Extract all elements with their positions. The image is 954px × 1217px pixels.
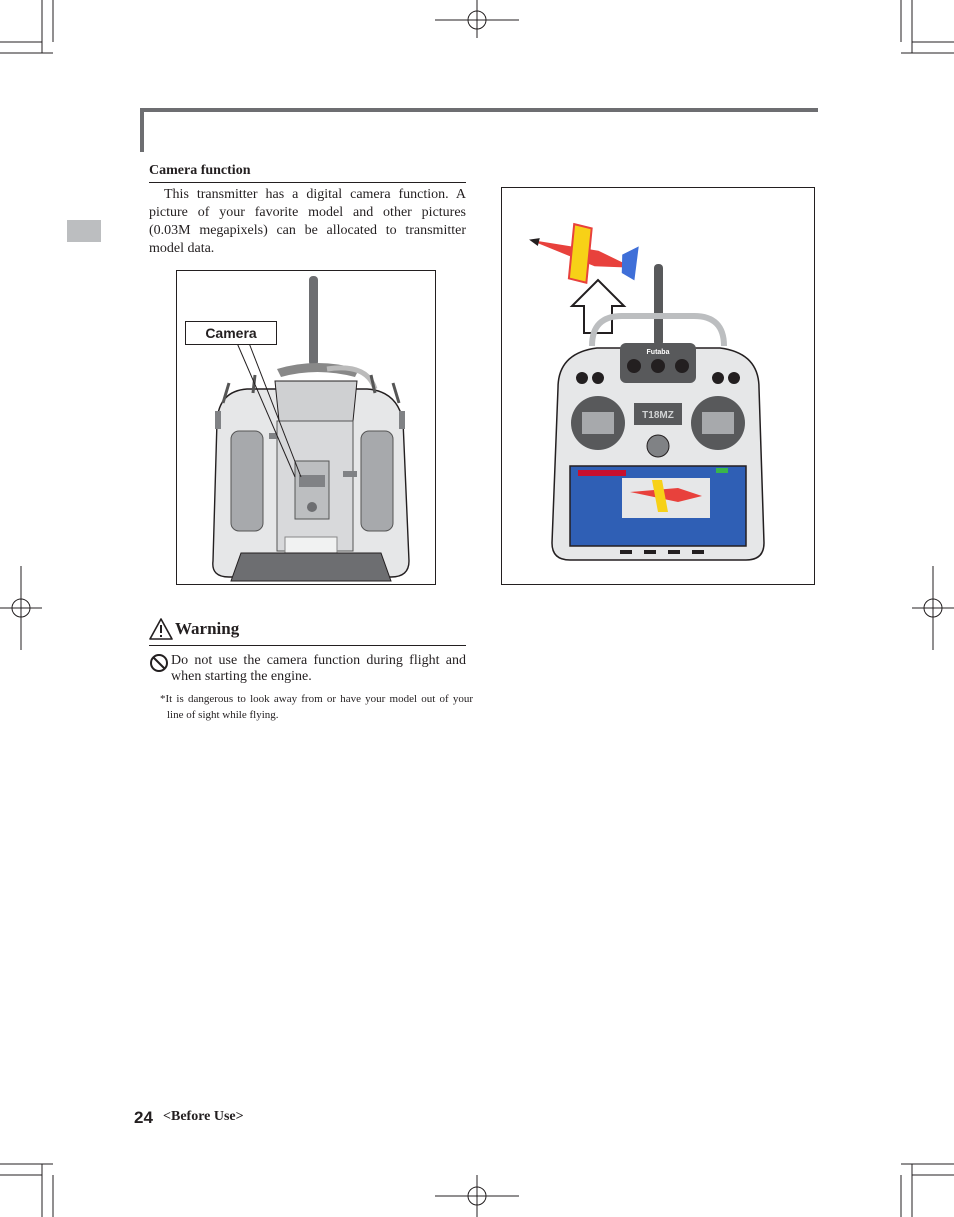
warning-header <box>149 617 239 641</box>
warning-item <box>149 653 466 685</box>
model-label: T18MZ <box>642 410 674 421</box>
warning-rule <box>149 645 466 646</box>
transmitter-back-figure <box>176 270 436 585</box>
header-rule <box>140 108 818 112</box>
section-title: Camera function <box>149 163 251 178</box>
brand-label: Futaba <box>646 349 670 356</box>
camera-callout: Camera <box>185 321 277 345</box>
warning-text: Do not use the camera function during flight and when starting the engine. <box>171 653 466 684</box>
header-rule-left <box>140 108 144 152</box>
transmitter-front-figure <box>501 187 815 585</box>
warning-note: *It is dangerous to look away from or have your model out of your line of sight while flying. <box>160 693 473 721</box>
intro-paragraph: This transmitter has a digital camera function. A picture of your favorite model and other pictures (0.03M megapixels) can be allocated to transmitter model data. <box>149 187 466 256</box>
prohibited-icon <box>149 653 171 673</box>
warning-title: Warning <box>175 619 240 638</box>
page-number: 24 <box>134 1108 153 1127</box>
chapter-tab <box>67 220 101 242</box>
airplane-image <box>522 214 644 293</box>
transmitter-back-illustration <box>177 271 435 584</box>
warning-triangle-icon <box>149 618 173 640</box>
transmitter-front-illustration <box>502 188 814 584</box>
footer-section-name: <Before Use> <box>163 1109 244 1124</box>
section-rule <box>149 182 466 183</box>
